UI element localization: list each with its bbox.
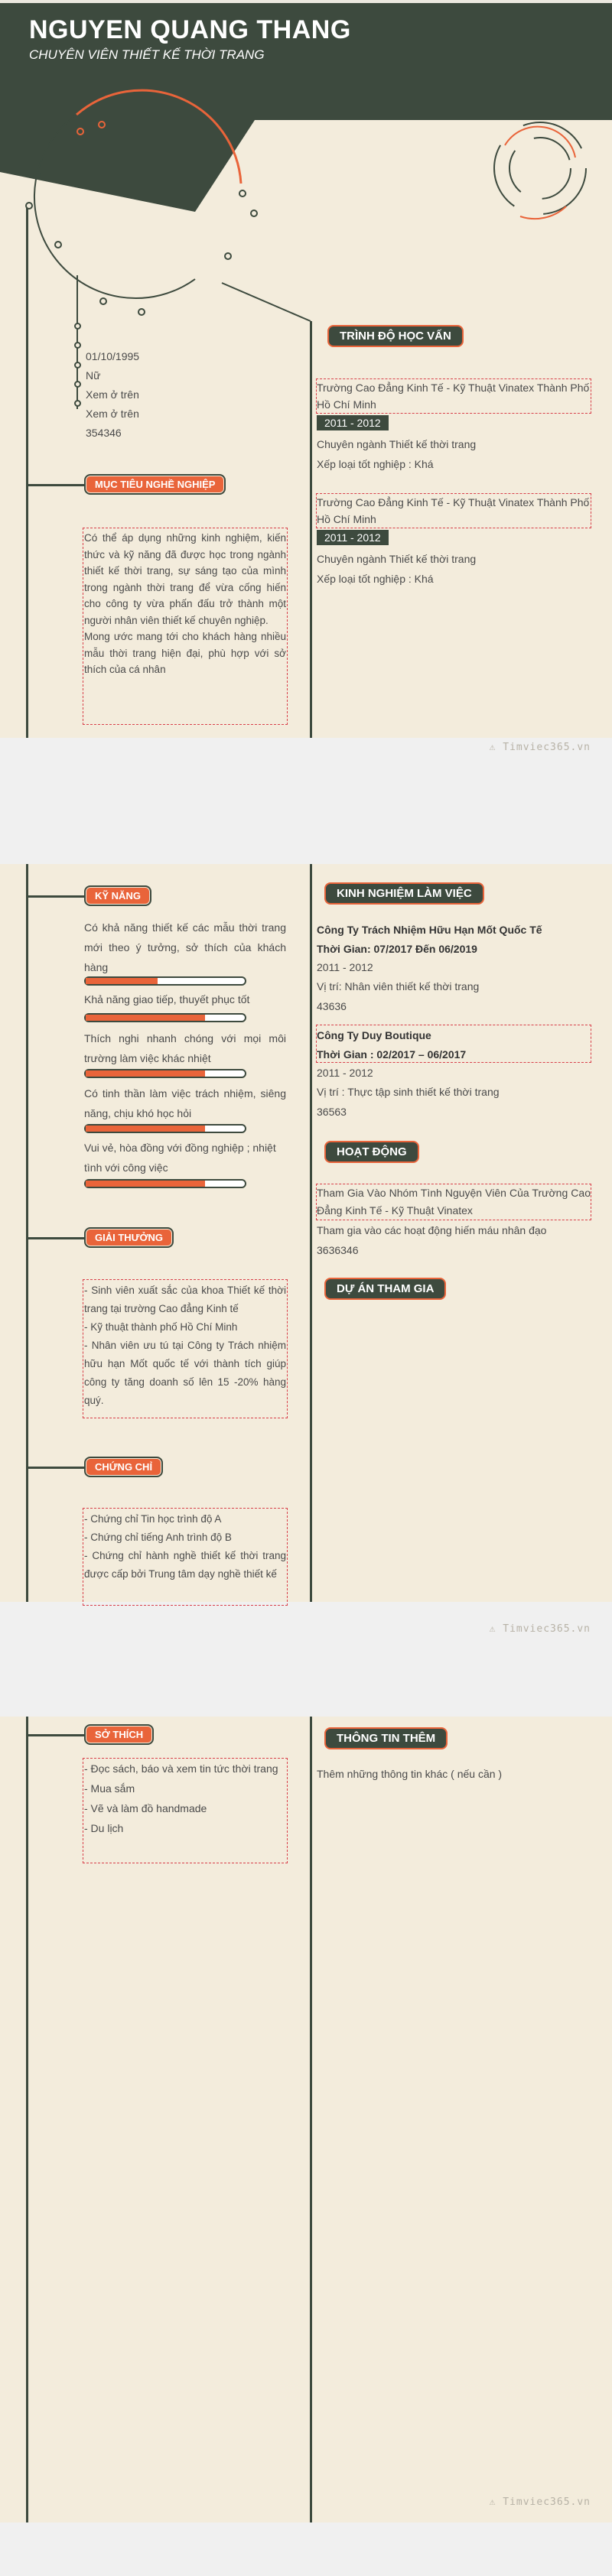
info-bullet <box>74 323 81 330</box>
experience-extra: 36563 <box>317 1106 347 1118</box>
skill-text: Vui vẻ, hòa đồng với đồng nghiệp ; nhiệt tình với công việc <box>84 1142 276 1174</box>
objective-connector <box>26 484 87 486</box>
watermark: ⚠ Timviec365.vn <box>489 2496 591 2508</box>
hobbies-connector <box>26 1734 87 1736</box>
awards-connector <box>26 1237 87 1239</box>
education-major: Chuyên ngành Thiết kế thời trang <box>317 438 477 450</box>
objective-paragraph-1: Có thể áp dụng những kinh nghiệm, kiến thức và kỹ năng đã được học trong ngành thiết kế thời trang, sự sáng tạo của mình trong ngành thời trang để vừa cống hiến cho công ty vừa phấn đấu trở thành một người nhân viên thiết kế chuyên nghiệp. <box>84 532 286 626</box>
watermark: ⚠ Timviec365.vn <box>489 742 591 753</box>
education-grade: Xếp loại tốt nghiệp : Khá <box>317 573 434 585</box>
skill-bar-fill <box>86 1126 205 1132</box>
objective-heading: MỤC TIÊU NGHỀ NGHIỆP <box>84 474 226 495</box>
activities-heading: HOẠT ĐỘNG <box>324 1141 419 1163</box>
right-timeline <box>310 1717 312 2522</box>
cert-item: - Chứng chỉ hành nghề thiết kế thời trang được cấp bởi Trung tâm dạy nghề thiết kế <box>84 1550 286 1580</box>
right-timeline <box>310 864 312 1602</box>
certs-connector <box>26 1467 87 1469</box>
certs-list <box>84 1510 286 1584</box>
phone: Xem ở trên <box>86 388 139 401</box>
experience-company: Công Ty Duy Boutique <box>317 1029 431 1041</box>
watermark-text: Timviec365.vn <box>503 2496 591 2508</box>
skills-heading: KỸ NĂNG <box>84 885 151 906</box>
education-grade: Xếp loại tốt nghiệp : Khá <box>317 458 434 470</box>
skill-bar-fill <box>86 978 158 984</box>
objective-paragraph-2: Mong ước mang tới cho khách hàng nhiều mẫu thời trang hiện đại, phù hợp với sở thích của cá nhân <box>84 631 286 675</box>
activities-extra: 3636346 <box>317 1244 359 1256</box>
dob: 01/10/1995 <box>86 350 140 362</box>
award-item: - Sinh viên xuất sắc của khoa Thiết kế thời trang tại trường Cao đẳng Kinh tế <box>84 1285 286 1314</box>
left-timeline <box>26 864 28 1602</box>
skill-text: Có tinh thần làm việc trách nhiệm, siêng năng, chịu khó học hỏi <box>84 1087 286 1119</box>
gender: Nữ <box>86 369 101 382</box>
cv-page-3 <box>0 1717 612 2522</box>
awards-list <box>84 1282 286 1410</box>
skill-text: Khả năng giao tiếp, thuyết phục tốt <box>84 993 250 1005</box>
education-major: Chuyên ngành Thiết kế thời trang <box>317 553 477 565</box>
info-bullet <box>74 342 81 349</box>
hobby-item: - Vẽ và làm đồ handmade <box>84 1802 207 1814</box>
skill-bar <box>84 1069 246 1078</box>
skill-bar <box>84 1179 246 1188</box>
watermark: ⚠ Timviec365.vn <box>489 1623 591 1635</box>
candidate-title: CHUYÊN VIÊN THIẾT KẾ THỜI TRANG <box>29 47 265 62</box>
award-item: - Nhân viên ưu tú tại Công ty Trách nhiệm hữu hạn Mốt quốc tế với thành tích giúp công ty tăng doanh số lên 15 -20% hàng quý. <box>84 1340 286 1406</box>
skill-bar <box>84 1013 246 1022</box>
right-timeline <box>310 321 312 738</box>
education-school: Trường Cao Đẳng Kinh Tế - Kỹ Thuật Vinatex Thành Phố Hồ Chí Minh <box>317 496 590 525</box>
objective-text <box>84 530 286 678</box>
hobbies-heading: SỞ THÍCH <box>84 1724 154 1745</box>
education-school: Trường Cao Đẳng Kinh Tế - Kỹ Thuật Vinatex Thành Phố Hồ Chí Minh <box>317 382 590 411</box>
info-bullet <box>74 362 81 369</box>
experience-extra: 43636 <box>317 1000 347 1012</box>
skill-text: Có khả năng thiết kế các mẫu thời trang mới theo ý tưởng, sở thích của khách hàng <box>84 921 286 973</box>
experience-years: 2011 - 2012 <box>317 1067 373 1079</box>
skill-bar-fill <box>86 1181 205 1187</box>
skill-bar <box>84 1124 246 1133</box>
activities-desc: Tham gia vào các hoạt động hiến máu nhân đạo <box>317 1224 547 1236</box>
projects-heading: DỰ ÁN THAM GIA <box>324 1278 446 1300</box>
skill-bar-fill <box>86 1070 205 1077</box>
more-info-heading: THÔNG TIN THÊM <box>324 1727 448 1749</box>
hobbies-list <box>84 1759 286 1838</box>
watermark-text: Timviec365.vn <box>503 1623 591 1635</box>
experience-time: Thời Gian: 07/2017 Đến 06/2019 <box>317 943 477 955</box>
skill-bar-fill <box>86 1015 205 1021</box>
skill-bar <box>84 976 246 986</box>
education-heading: TRÌNH ĐỘ HỌC VẤN <box>327 325 464 347</box>
certs-heading: CHỨNG CHỈ <box>84 1457 163 1477</box>
watermark-text: Timviec365.vn <box>503 742 591 753</box>
info-bullet <box>74 381 81 388</box>
hobby-item: - Du lịch <box>84 1822 124 1834</box>
hobby-item: - Mua sắm <box>84 1782 135 1795</box>
cv-page-1 <box>0 0 612 753</box>
activities-title: Tham Gia Vào Nhóm Tình Nguyện Viên Của Trường Cao Đẳng Kinh Tế - Kỹ Thuật Vinatex <box>317 1187 591 1217</box>
education-period: 2011 - 2012 <box>317 530 389 545</box>
cert-item: - Chứng chỉ tiếng Anh trình độ B <box>84 1532 232 1543</box>
email: Xem ở trên <box>86 408 139 420</box>
info-bullet <box>74 400 81 407</box>
skills-connector <box>26 895 87 898</box>
cert-item: - Chứng chỉ Tin học trình độ A <box>84 1513 222 1525</box>
experience-years: 2011 - 2012 <box>317 961 373 973</box>
skill-text: Thích nghi nhanh chóng với mọi môi trường làm việc khác nhiệt <box>84 1032 286 1064</box>
awards-heading: GIẢI THƯỞNG <box>84 1227 174 1248</box>
experience-company: Công Ty Trách Nhiệm Hữu Hạn Mốt Quốc Tế <box>317 924 542 936</box>
experience-position: Vị trí: Nhân viên thiết kế thời trang <box>317 980 480 992</box>
education-period: 2011 - 2012 <box>317 415 389 430</box>
hobby-item: - Đọc sách, báo và xem tin tức thời trang <box>84 1762 278 1775</box>
award-item: - Kỹ thuật thành phố Hồ Chí Minh <box>84 1321 238 1333</box>
experience-time: Thời Gian : 02/2017 – 06/2017 <box>317 1048 467 1061</box>
cv-page-2 <box>0 864 612 1602</box>
experience-position: Vị trí : Thực tập sinh thiết kế thời trang <box>317 1086 500 1098</box>
left-timeline <box>26 1717 28 2522</box>
candidate-name: NGUYEN QUANG THANG <box>29 15 351 44</box>
experience-heading: KINH NGHIỆM LÀM VIỆC <box>324 882 484 905</box>
more-info-text: Thêm những thông tin khác ( nếu cần ) <box>317 1768 503 1780</box>
left-timeline <box>26 208 28 738</box>
address: 354346 <box>86 427 122 439</box>
